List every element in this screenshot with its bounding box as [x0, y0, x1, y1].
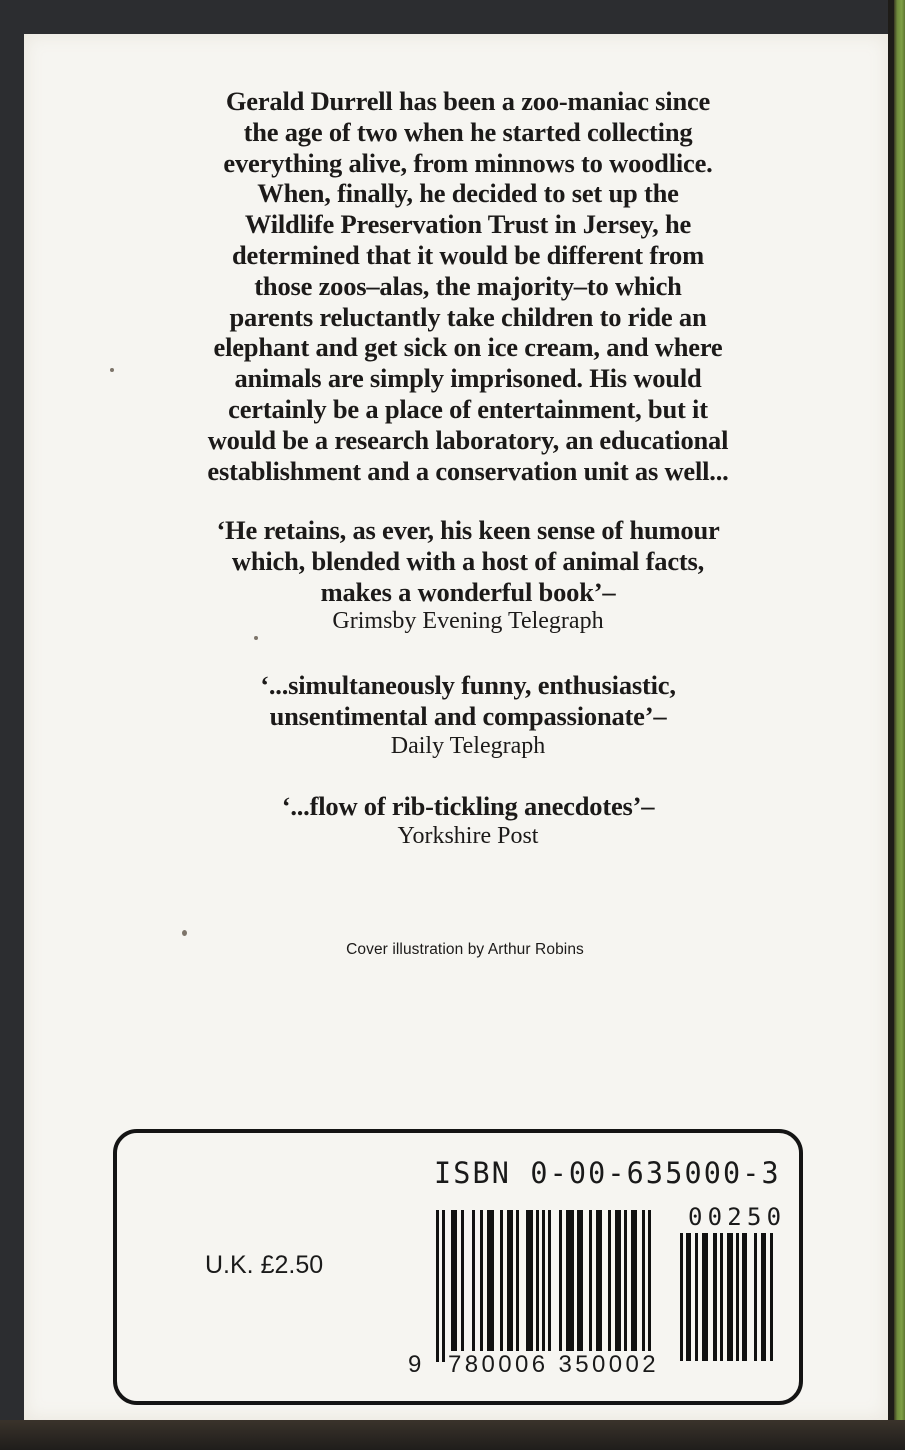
blurb-line: certainly be a place of entertainment, but it — [228, 393, 708, 424]
blurb-line: everything alive, from minnows to woodlice. — [223, 147, 713, 178]
review-text: ‘...simultaneously funny, enthusiastic, — [260, 670, 676, 700]
review-source: Grimsby Evening Telegraph — [332, 608, 604, 635]
blurb-line: establishment and a conservation unit as well... — [207, 455, 729, 486]
price-addon-barcode — [680, 1233, 773, 1361]
review-source: Yorkshire Post — [397, 822, 539, 849]
ean-first-digit: 9 — [408, 1351, 422, 1378]
adjacent-book-spine — [894, 0, 905, 1450]
blurb-line: When, finally, he decided to set up the — [257, 178, 679, 209]
table-surface — [0, 1420, 905, 1450]
review-text: ‘He retains, as ever, his keen sense of humour — [216, 515, 720, 545]
review-quote-3 — [128, 791, 808, 850]
barcode-addon-digits: 00250 — [688, 1203, 787, 1231]
review-quote-1 — [128, 515, 808, 635]
ean-digits: 780006 350002 — [448, 1351, 660, 1378]
blurb-line: determined that it would be different from — [232, 239, 704, 270]
blurb-line: those zoos–alas, the majority–to which — [254, 270, 682, 301]
paper-speck — [110, 368, 114, 372]
blurb-line: Wildlife Preservation Trust in Jersey, he — [244, 209, 692, 240]
blurb-paragraph — [128, 86, 808, 486]
review-source: Daily Telegraph — [390, 732, 546, 759]
paper-speck — [182, 930, 187, 936]
paper-speck — [254, 636, 258, 640]
price-label: U.K. £2.50 — [205, 1251, 324, 1279]
blurb-line: elephant and get sick on ice cream, and where — [213, 332, 723, 363]
review-text: makes a wonderful book’– — [320, 576, 616, 607]
blurb-line: animals are simply imprisoned. His would — [234, 363, 702, 394]
ean-barcode — [436, 1210, 651, 1362]
cover-illustration-credit: Cover illustration by Arthur Robins — [346, 941, 584, 958]
blurb-line: the age of two when he started collecting — [243, 116, 693, 147]
blurb-line: would be a research laboratory, an educational — [207, 424, 729, 455]
isbn-number: ISBN 0-00-635000-3 — [434, 1156, 781, 1190]
blurb-line: Gerald Durrell has been a zoo-maniac since — [225, 86, 711, 116]
review-text: unsentimental and compassionate’– — [269, 700, 667, 731]
review-text: which, blended with a host of animal facts, — [231, 545, 705, 576]
review-text: ‘...flow of rib-tickling anecdotes’– — [281, 791, 655, 821]
blurb-line: parents reluctantly take children to ride an — [229, 301, 707, 332]
review-quote-2 — [128, 670, 808, 760]
